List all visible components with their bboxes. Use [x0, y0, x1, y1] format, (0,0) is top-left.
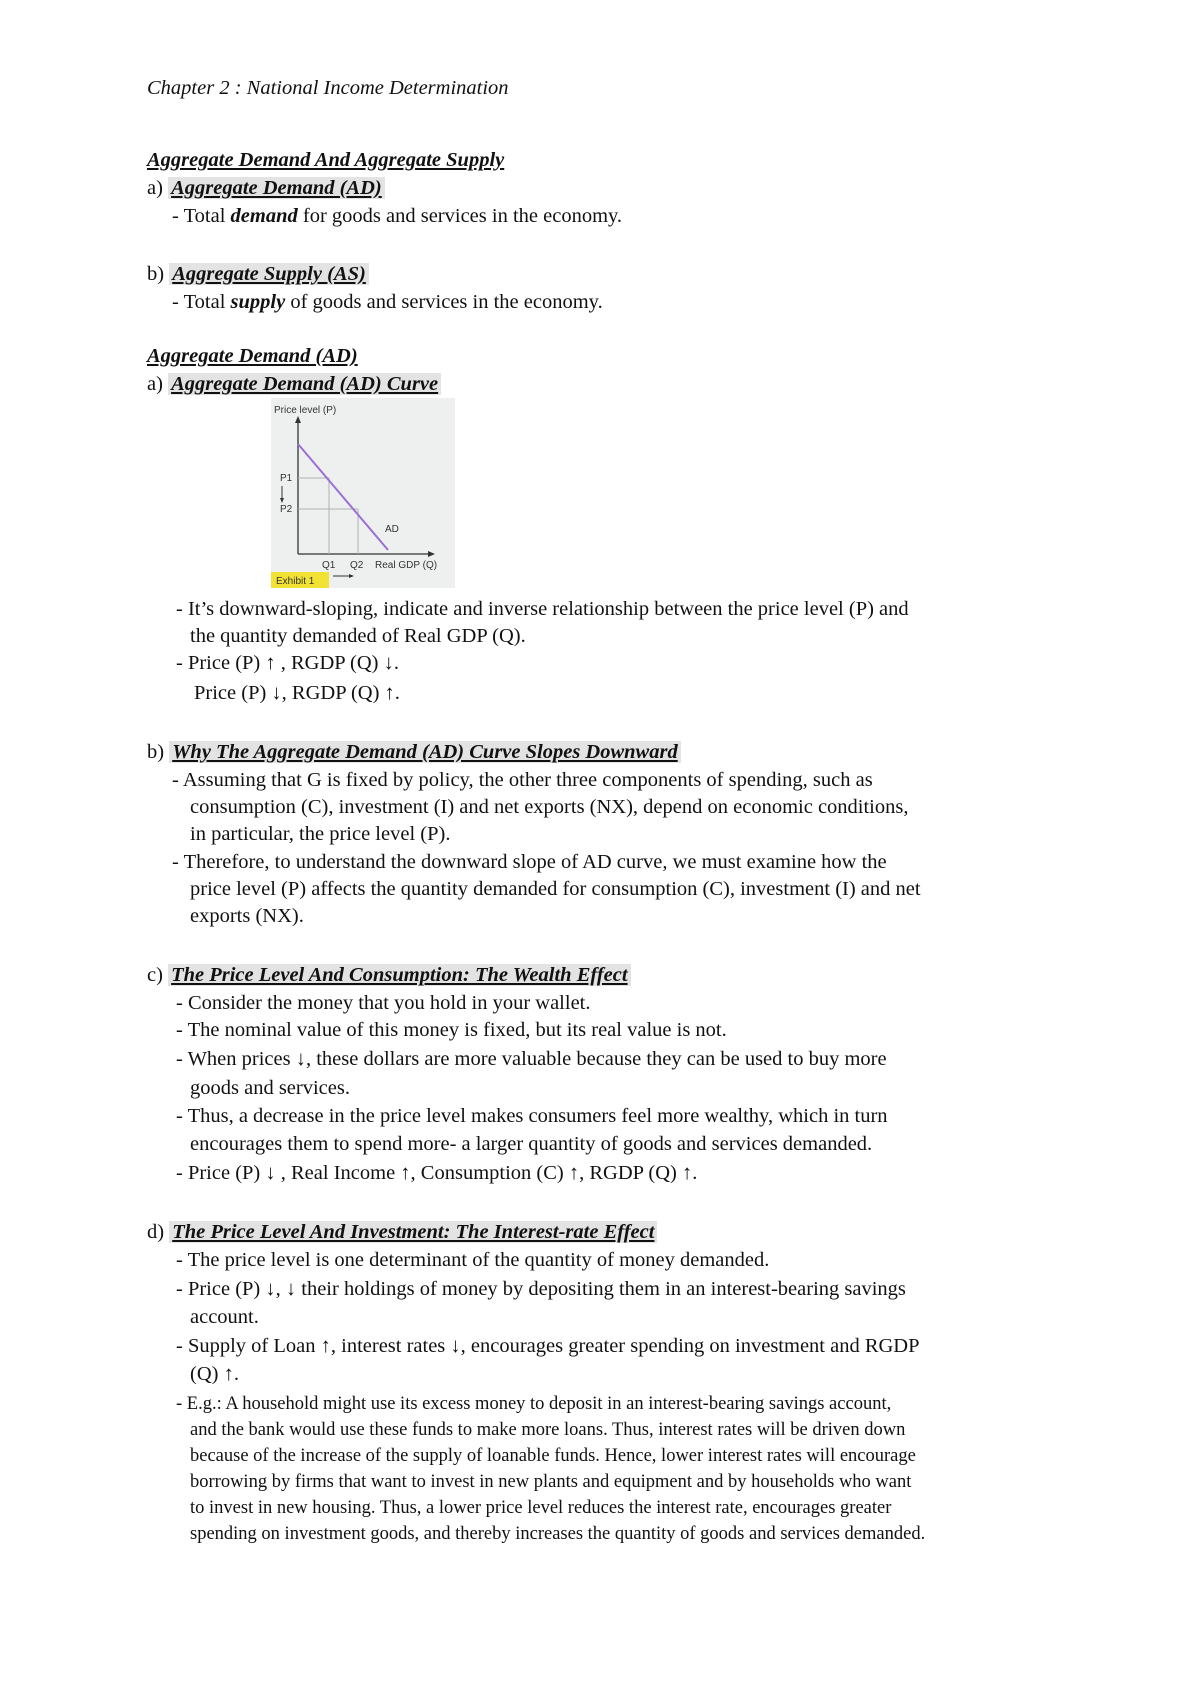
interest-line-2: - Price (P) ↓, ↓ their holdings of money by depositing them in an interest-bearing savings: [176, 1278, 906, 1300]
wealth-line-7: - Price (P) ↓ , Real Income ↑, Consumption (C) ↑, RGDP (Q) ↑.: [176, 1162, 698, 1184]
tick-p1: P1: [280, 473, 293, 484]
ad-curve-line-2: the quantity demanded of Real GDP (Q).: [190, 625, 526, 647]
example-line-4: borrowing by firms that want to invest in new plants and equipment and by households who want: [190, 1472, 912, 1492]
ad-curve-chart: [271, 398, 455, 588]
wealth-line-4: goods and services.: [190, 1077, 350, 1099]
why-line-2: consumption (C), investment (I) and net exports (NX), depend on economic conditions,: [190, 796, 909, 818]
subheading-interest-rate-effect: d) The Price Level And Investment: The Interest-rate Effect: [147, 1220, 657, 1244]
wealth-line-2: - The nominal value of this money is fixed, but its real value is not.: [176, 1019, 727, 1041]
wealth-line-3: - When prices ↓, these dollars are more valuable because they can be used to buy more: [176, 1048, 887, 1070]
interest-line-5: (Q) ↑.: [190, 1363, 239, 1385]
example-line-2: and the bank would use these funds to make more loans. Thus, interest rates will be driven down: [190, 1420, 906, 1440]
wealth-line-1: - Consider the money that you hold in your wallet.: [176, 992, 591, 1014]
subheading-why-slopes: b) Why The Aggregate Demand (AD) Curve Slopes Downward: [147, 740, 681, 764]
example-line-6: spending on investment goods, and thereby increases the quantity of goods and services demanded.: [190, 1524, 926, 1544]
chapter-title: Chapter 2 : National Income Determination: [147, 77, 509, 99]
example-line-5: to invest in new housing. Thus, a lower price level reduces the interest rate, encourages greater: [190, 1498, 892, 1518]
why-line-1: - Assuming that G is fixed by policy, the other three components of spending, such as: [172, 769, 873, 791]
subheading-ad-curve: a) Aggregate Demand (AD) Curve: [147, 372, 441, 396]
section-heading-ad: Aggregate Demand (AD): [147, 345, 358, 367]
example-line-3: because of the increase of the supply of loanable funds. Hence, lower interest rates will encourage: [190, 1446, 916, 1466]
section-heading-ad-as: Aggregate Demand And Aggregate Supply: [147, 149, 505, 171]
tick-p2: P2: [280, 504, 293, 515]
why-line-3: in particular, the price level (P).: [190, 823, 451, 845]
ad-curve-line-3: - Price (P) ↑ , RGDP (Q) ↓.: [176, 652, 400, 674]
interest-line-3: account.: [190, 1306, 259, 1328]
why-line-4: - Therefore, to understand the downward slope of AD curve, we must examine how the: [172, 851, 887, 873]
why-line-5: price level (P) affects the quantity demanded for consumption (C), investment (I) and net: [190, 878, 921, 900]
ad-curve-line-1: - It’s downward-sloping, indicate and inverse relationship between the price level (P) and: [176, 598, 909, 620]
exhibit-label: Exhibit 1: [276, 576, 315, 587]
ad-curve-line-4: Price (P) ↓, RGDP (Q) ↑.: [194, 682, 400, 704]
bullet-as-definition: - Total supply of goods and services in the economy.: [172, 291, 603, 313]
wealth-line-6: encourages them to spend more- a larger quantity of goods and services demanded.: [190, 1133, 873, 1155]
example-line-1: - E.g.: A household might use its excess money to deposit in an interest-bearing savings account,: [176, 1394, 892, 1414]
subheading-ad: a) Aggregate Demand (AD): [147, 176, 385, 200]
why-line-6: exports (NX).: [190, 905, 304, 927]
interest-line-1: - The price level is one determinant of the quantity of money demanded.: [176, 1249, 770, 1271]
ad-series-label: AD: [385, 524, 399, 535]
interest-line-4: - Supply of Loan ↑, interest rates ↓, encourages greater spending on investment and RGDP: [176, 1335, 920, 1357]
y-axis-label: Price level (P): [274, 405, 337, 416]
subheading-as: b) Aggregate Supply (AS): [147, 262, 369, 286]
x-axis-label: Real GDP (Q): [375, 560, 438, 571]
bullet-ad-definition: - Total demand for goods and services in the economy.: [172, 205, 623, 227]
subheading-wealth-effect: c) The Price Level And Consumption: The Wealth Effect: [147, 963, 631, 987]
tick-q2: Q2: [350, 560, 364, 571]
wealth-line-5: - Thus, a decrease in the price level makes consumers feel more wealthy, which in turn: [176, 1105, 888, 1127]
tick-q1: Q1: [322, 560, 336, 571]
